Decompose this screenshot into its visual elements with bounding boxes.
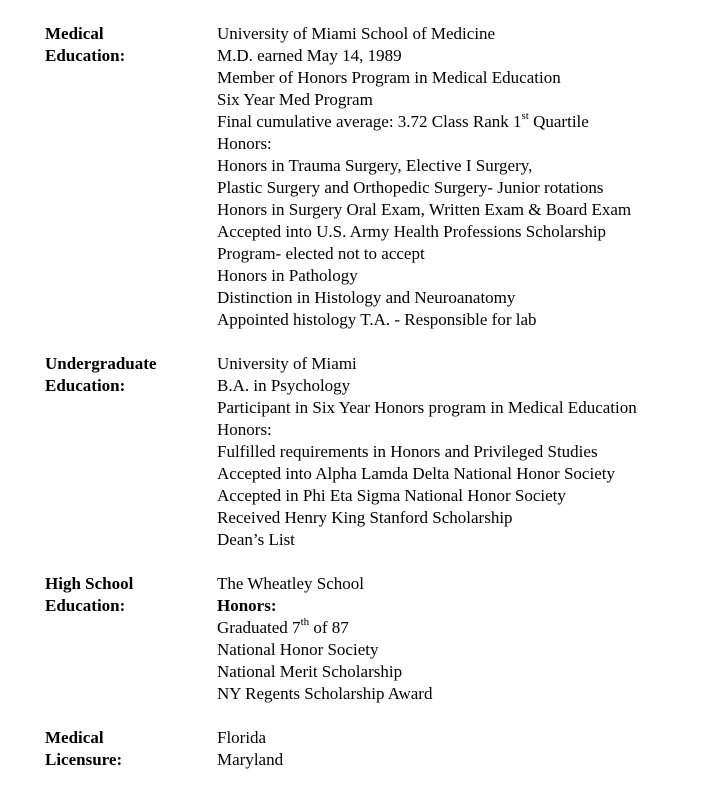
medical-honor-item: Honors in Pathology bbox=[217, 266, 358, 285]
medical-honor-item: Plastic Surgery and Orthopedic Surgery- Junior rotations bbox=[217, 178, 604, 197]
undergraduate-education-heading: Undergraduate Education: bbox=[45, 354, 157, 395]
medical-honor-item: Program- elected not to accept bbox=[217, 244, 425, 263]
undergrad-line: Honors: bbox=[217, 420, 272, 439]
undergrad-line: Fulfilled requirements in Honors and Privileged Studies bbox=[217, 442, 598, 461]
undergraduate-education-content bbox=[217, 353, 726, 551]
high-school-honor-item: National Honor Society bbox=[217, 640, 379, 659]
honors-program: Member of Honors Program in Medical Education bbox=[217, 68, 561, 87]
undergrad-line: Received Henry King Stanford Scholarship bbox=[217, 508, 513, 527]
high-school-education-content bbox=[217, 573, 726, 705]
high-school-education-section bbox=[0, 573, 726, 705]
undergrad-line: Accepted in Phi Eta Sigma National Honor Society bbox=[217, 486, 566, 505]
six-year-program: Six Year Med Program bbox=[217, 90, 373, 109]
licensure-state: Florida bbox=[217, 728, 267, 747]
undergrad-line: Dean’s List bbox=[217, 530, 295, 549]
high-school-honor-item: National Merit Scholarship bbox=[217, 662, 403, 681]
undergrad-line: University of Miami bbox=[217, 354, 357, 373]
medical-education-heading: Medical Education: bbox=[45, 24, 126, 65]
medical-honors-label: Honors: bbox=[217, 134, 272, 153]
high-school-name: The Wheatley School bbox=[217, 574, 364, 593]
medical-education-section bbox=[0, 23, 726, 331]
licensure-state: Maryland bbox=[217, 750, 284, 769]
undergrad-line: Participant in Six Year Honors program in Medical Education bbox=[217, 398, 637, 417]
high-school-honors-label: Honors: bbox=[217, 596, 277, 615]
medical-licensure-content bbox=[217, 727, 726, 771]
medical-honor-item: Accepted into U.S. Army Health Professions Scholarship bbox=[217, 222, 607, 241]
medical-honor-item: Appointed histology T.A. - Responsible for lab bbox=[217, 310, 537, 329]
undergrad-line: B.A. in Psychology bbox=[217, 376, 351, 395]
medical-honor-item: Honors in Surgery Oral Exam, Written Exam & Board Exam bbox=[217, 200, 632, 219]
resume-page bbox=[0, 23, 726, 793]
medical-degree: M.D. earned May 14, 1989 bbox=[217, 46, 402, 65]
medical-education-content bbox=[217, 23, 726, 331]
medical-licensure-section bbox=[0, 727, 726, 771]
graduated-rank: Graduated 7th of 87 bbox=[217, 616, 349, 637]
undergraduate-education-section bbox=[0, 353, 726, 551]
high-school-honor-item: NY Regents Scholarship Award bbox=[217, 684, 433, 703]
medical-honor-item: Honors in Trauma Surgery, Elective I Surgery, bbox=[217, 156, 533, 175]
medical-school: University of Miami School of Medicine bbox=[217, 24, 496, 43]
medical-licensure-heading: Medical Licensure: bbox=[45, 728, 123, 769]
cumulative-average: Final cumulative average: 3.72 Class Rank 1st Quartile bbox=[217, 110, 589, 131]
undergrad-line: Accepted into Alpha Lamda Delta National Honor Society bbox=[217, 464, 615, 483]
high-school-education-heading: High School Education: bbox=[45, 574, 134, 615]
medical-honor-item: Distinction in Histology and Neuroanatomy bbox=[217, 288, 516, 307]
